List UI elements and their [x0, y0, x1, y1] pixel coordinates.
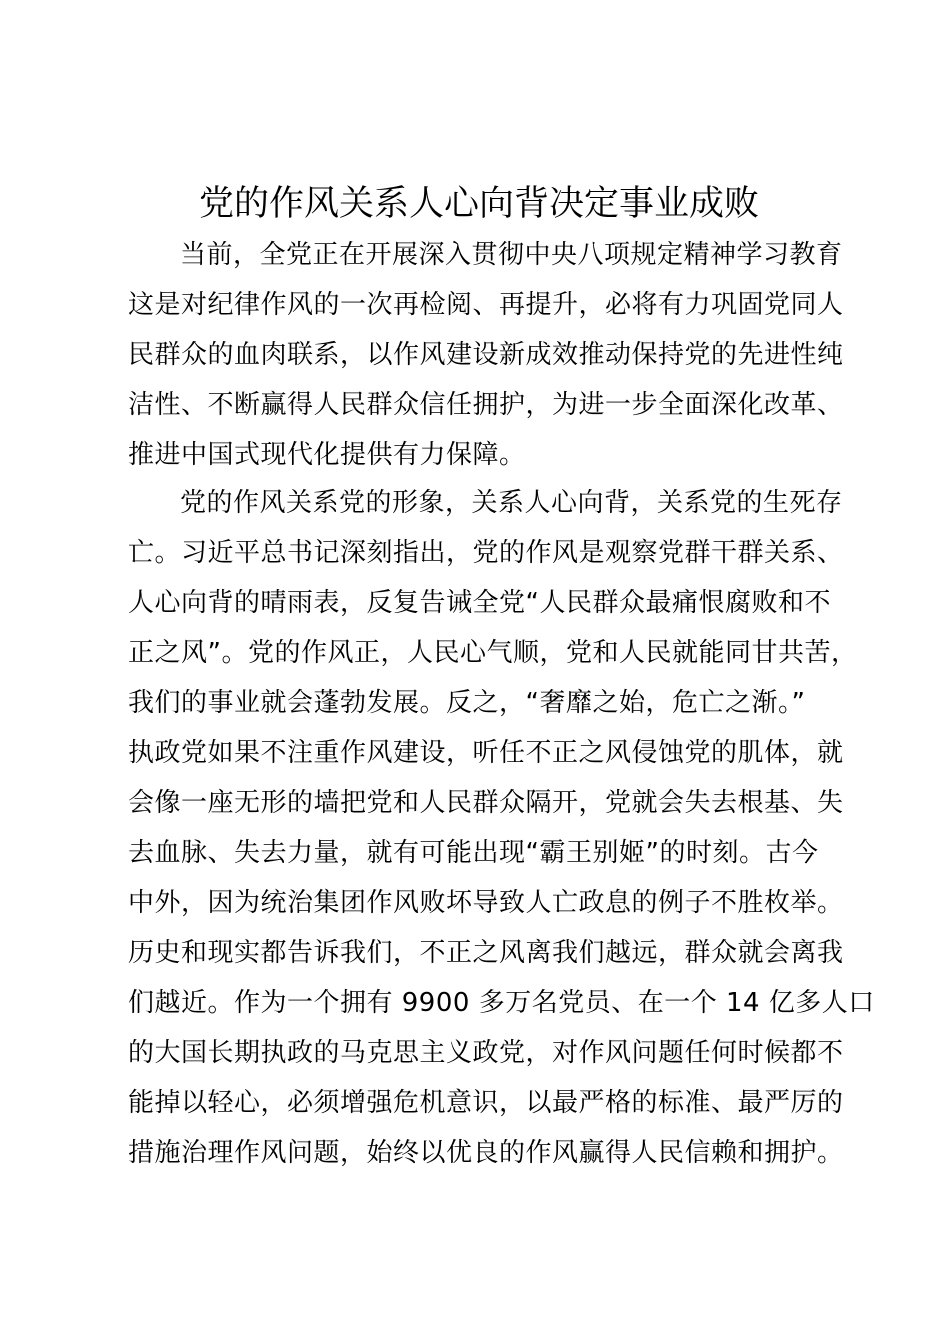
paragraph-line: 人心向背的晴雨表，反复告诫全党“人民群众最痛恨腐败和不	[128, 588, 831, 618]
paragraph-line: 这是对纪律作风的一次再检阅、再提升，必将有力巩固党同人	[128, 290, 844, 320]
paragraph-line: 们越近。作为一个拥有 9900 多万名党员、在一个 14 亿多人口	[128, 988, 875, 1018]
paragraph-1	[128, 230, 858, 480]
paragraph-line: 民群众的血肉联系，以作风建设新成效推动保持党的先进性纯	[128, 340, 844, 370]
paragraph-line: 当前，全党正在开展深入贯彻中央八项规定精神学习教育	[180, 240, 843, 270]
paragraph-line: 党的作风关系党的形象，关系人心向背，关系党的生死存	[180, 488, 843, 518]
paragraph-line: 洁性、不断赢得人民群众信任拥护，为进一步全面深化改革、	[128, 390, 844, 420]
paragraph-line: 正之风”。党的作风正，人民心气顺，党和人民就能同甘共苦，	[128, 638, 858, 668]
paragraph-line: 会像一座无形的墙把党和人民群众隔开，党就会失去根基、失	[128, 788, 844, 818]
paragraph-line: 历史和现实都告诉我们，不正之风离我们越远，群众就会离我	[128, 938, 844, 968]
document-title: 党的作风关系人心向背决定事业成败	[198, 184, 759, 224]
paragraph-line: 中外，因为统治集团作风败坏导致人亡政息的例子不胜枚举。	[128, 888, 844, 918]
paragraph-line: 能掉以轻心，必须增强危机意识，以最严格的标准、最严厉的	[128, 1088, 844, 1118]
paragraph-line: 亡。习近平总书记深刻指出，党的作风是观察党群干群关系、	[128, 538, 844, 568]
paragraph-line: 我们的事业就会蓬勃发展。反之，“奢靡之始，危亡之渐。”	[128, 688, 806, 718]
paragraph-line: 推进中国式现代化提供有力保障。	[128, 440, 526, 470]
paragraph-line: 措施治理作风问题，始终以优良的作风赢得人民信赖和拥护。	[128, 1138, 844, 1168]
paragraph-line: 的大国长期执政的马克思主义政党，对作风问题任何时候都不	[128, 1038, 844, 1068]
paragraph-line: 去血脉、失去力量，就有可能出现“霸王别姬”的时刻。古今	[128, 838, 819, 868]
paragraph-2	[128, 478, 875, 1178]
paragraph-line: 执政党如果不注重作风建设，听任不正之风侵蚀党的肌体，就	[128, 738, 844, 768]
